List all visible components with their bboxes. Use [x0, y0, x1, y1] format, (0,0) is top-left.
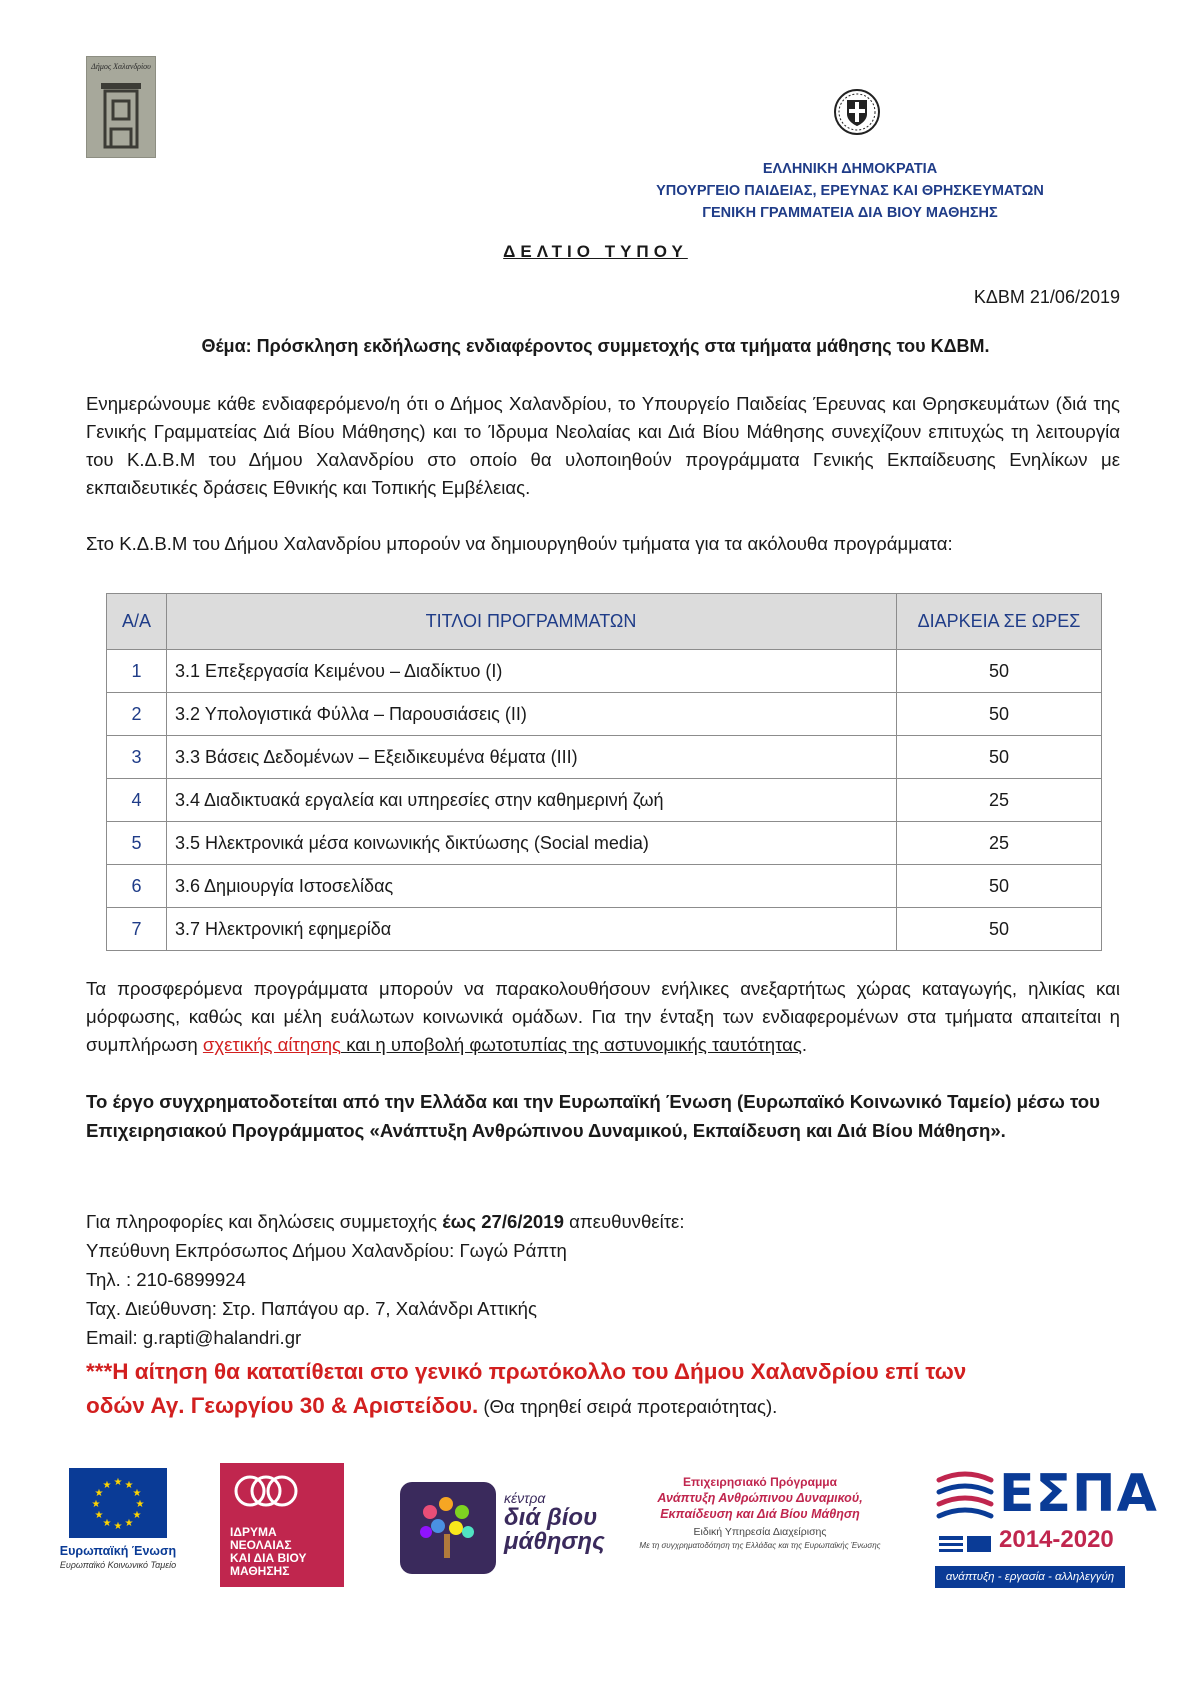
intro-paragraph: Ενημερώνουμε κάθε ενδιαφερόμενο/η ότι ο Δήμος Χαλανδρίου, το Υπουργείο Παιδείας Έρευνας και Θρησκευμάτων (διά της Γενικής Γραμματείας Διά Βίου Μάθησης) και το Ίδρυμα Νεολαίας και Διά Βίου Μάθησης συνεχίζουν επιτυχώς τη λειτουργία του Κ.Δ.Β.Μ του Δήμου Χαλανδρίου στο οποίο θα υλοποιηθούν προγράμματα Γενικής Εκπαίδευσης Ενηλίκων με εκπαιδευτικές δράσεις Εθνικής και Τοπικής Εμβέλειας.: [86, 393, 1120, 498]
inedivim-line: ΜΑΘΗΣΗΣ: [230, 1564, 290, 1578]
svg-text:★: ★: [132, 1510, 142, 1521]
svg-text:★: ★: [124, 1518, 134, 1529]
document-reference: ΚΔΒΜ 21/06/2019: [973, 287, 1120, 307]
table-header-row: [107, 594, 1102, 650]
table-row: [107, 693, 1102, 736]
row-title: 3.1 Επεξεργασία Κειμένου – Διαδίκτυο (I): [167, 650, 897, 693]
row-number: 1: [107, 650, 167, 693]
building-icon: [97, 79, 145, 151]
svg-text:★: ★: [102, 1518, 112, 1529]
eligibility-end: .: [801, 1034, 808, 1055]
kdvm-line-1: κέντρα: [504, 1490, 546, 1506]
kdvm-tree-icon: [400, 1482, 496, 1574]
contact-representative: Υπεύθυνη Εκπρόσωπος Δήμου Χαλανδρίου: Γωγώ Ράπτη: [86, 1240, 567, 1261]
ep-line-4: Ειδική Υπηρεσία Διαχείρισης: [693, 1526, 827, 1538]
svg-text:★: ★: [102, 1480, 112, 1491]
ep-line-3: Εκπαίδευση και Διά Βίου Μάθηση: [660, 1507, 860, 1521]
ministry-line: ΓΕΝΙΚΗ ΓΡΑΜΜΑΤΕΙΑ ΔΙΑ ΒΙΟΥ ΜΑΘΗΣΗΣ: [702, 205, 998, 221]
row-title: 3.3 Βάσεις Δεδομένων – Εξειδικευμένα θέματα (III): [167, 736, 897, 779]
funding-paragraph: Το έργο συγχρηματοδοτείται από την Ελλάδα και την Ευρωπαϊκή Ένωση (Ευρωπαϊκό Κοινωνικό Ταμείο) μέσω του Επιχειρησιακού Προγράμματος «Ανάπτυξη Ανθρώπινου Δυναμικού, Εκπαίδευση και Διά Βίου Μάθηση».: [86, 1091, 1100, 1141]
row-hours: 50: [897, 908, 1102, 951]
table-row: [107, 779, 1102, 822]
row-number: 5: [107, 822, 167, 865]
espa-years: 2014-2020: [999, 1526, 1114, 1553]
operational-programme-logo: [620, 1474, 900, 1552]
contact-info-prefix: Για πληροφορίες και δηλώσεις συμμετοχής: [86, 1211, 443, 1232]
row-title: 3.5 Ηλεκτρονικά μέσα κοινωνικής δικτύωσης (Social media): [167, 822, 897, 865]
notice-line-1: ***Η αίτηση θα κατατίθεται στο γενικό πρωτόκολλο του Δήμου Χαλανδρίου επί των: [86, 1359, 967, 1384]
row-title: 3.6 Δημιουργία Ιστοσελίδας: [167, 865, 897, 908]
svg-text:★: ★: [124, 1480, 134, 1491]
espa-word: ΕΣΠΑ: [999, 1464, 1158, 1524]
ep-line-5: Με τη συγχρηματοδότηση της Ελλάδας και της Ευρωπαϊκής Ένωσης: [639, 1541, 881, 1550]
eu-flag-icon: [69, 1468, 167, 1538]
notice-priority: (Θα τηρηθεί σειρά προτεραιότητας).: [478, 1396, 778, 1417]
espa-slogan: ανάπτυξη - εργασία - αλληλεγγύη: [935, 1566, 1125, 1588]
ministry-line: ΕΛΛΗΝΙΚΗ ΔΗΜΟΚΡΑΤΙΑ: [762, 161, 938, 177]
document-subject: Θέμα: Πρόσκληση εκδήλωσης ενδιαφέροντος συμμετοχής στα τμήματα μάθησης του ΚΔΒΜ.: [201, 336, 990, 356]
row-number: 2: [107, 693, 167, 736]
notice-address: οδών Αγ. Γεωργίου 30 & Αριστείδου.: [86, 1393, 479, 1418]
svg-text:★: ★: [113, 1477, 123, 1488]
inedivim-logo: [220, 1463, 344, 1587]
inedivim-text: [230, 1526, 307, 1578]
municipality-logo-text: Δήμος Χαλανδρίου: [91, 62, 151, 71]
kdvm-line-2: διά βίου: [504, 1504, 598, 1531]
table-row: [107, 736, 1102, 779]
eligibility-text: Τα προσφερόμενα προγράμματα μπορούν να παρακολουθήσουν ενήλικες ανεξαρτήτως χώρας καταγωγής, ηλικίας και μόρφωσης, καθώς και μέλη ευάλωτων κοινωνικά ομάδων. Για την ένταξη των ενδιαφερομένων στα τμήματα απαιτείται η συμπλήρωση: [86, 978, 1120, 1055]
svg-text:★: ★: [135, 1499, 145, 1510]
table-row: [107, 865, 1102, 908]
programs-table: [106, 593, 1102, 951]
contact-address: Ταχ. Διεύθυνση: Στρ. Παπάγου αρ. 7, Χαλάνδρι Αττικής: [86, 1298, 537, 1319]
header-hours: ΔΙΑΡΚΕΙΑ ΣΕ ΩΡΕΣ: [897, 594, 1102, 650]
heads-icon: [220, 1463, 344, 1523]
application-form-link[interactable]: σχετικής αίτησης: [202, 1034, 342, 1055]
contact-deadline: έως 27/6/2019: [442, 1211, 564, 1232]
intro-last-line: Στο Κ.Δ.Β.Μ του Δήμου Χαλανδρίου μπορούν να δημιουργηθούν τμήματα για τα ακόλουθα προγράμματα:: [86, 533, 953, 554]
contact-block: [86, 1207, 685, 1352]
eu-sub: Ευρωπαϊκό Κοινωνικό Ταμείο: [59, 1560, 177, 1570]
row-number: 6: [107, 865, 167, 908]
svg-text:★: ★: [91, 1499, 101, 1510]
municipality-logo: [86, 56, 156, 158]
kdvm-line-3: μάθησης: [504, 1528, 605, 1555]
greek-emblem-icon: [833, 88, 881, 136]
header-number: Α/Α: [107, 594, 167, 650]
contact-phone: Τηλ. : 210-6899924: [86, 1269, 246, 1290]
svg-text:★: ★: [132, 1488, 142, 1499]
eu-logo: [56, 1468, 180, 1570]
row-title: 3.7 Ηλεκτρονική εφημερίδα: [167, 908, 897, 951]
table-row: [107, 650, 1102, 693]
espa-logo: [935, 1464, 1158, 1588]
inedivim-line: ΝΕΟΛΑΙΑΣ: [230, 1538, 292, 1552]
ministry-line: ΥΠΟΥΡΓΕΙΟ ΠΑΙΔΕΙΑΣ, ΕΡΕΥΝΑΣ ΚΑΙ ΘΡΗΣΚΕΥΜΑΤΩΝ: [656, 183, 1044, 199]
row-hours: 50: [897, 736, 1102, 779]
table-row: [107, 822, 1102, 865]
table-row: [107, 908, 1102, 951]
row-hours: 50: [897, 865, 1102, 908]
row-hours: 25: [897, 779, 1102, 822]
contact-info-suffix: απευθυνθείτε:: [563, 1211, 685, 1232]
svg-text:★: ★: [113, 1521, 123, 1532]
row-number: 7: [107, 908, 167, 951]
ep-line-2: Ανάπτυξη Ανθρώπινου Δυναμικού,: [657, 1491, 863, 1505]
header-title: ΤΙΤΛΟΙ ΠΡΟΓΡΑΜΜΑΤΩΝ: [167, 594, 897, 650]
row-hours: 25: [897, 822, 1102, 865]
row-title: 3.4 Διαδικτυακά εργαλεία και υπηρεσίες στην καθημερινή ζωή: [167, 779, 897, 822]
eu-name: Ευρωπαϊκή Ένωση: [59, 1544, 177, 1558]
submission-notice: [86, 1355, 1136, 1424]
row-hours: 50: [897, 650, 1102, 693]
svg-text:★: ★: [94, 1488, 104, 1499]
ep-line-1: Επιχειρησιακό Πρόγραμμα: [682, 1475, 838, 1489]
notice-line-2: [86, 1389, 1136, 1424]
espa-stripes-icon: [935, 1466, 995, 1556]
row-number: 4: [107, 779, 167, 822]
row-number: 3: [107, 736, 167, 779]
inedivim-line: ΚΑΙ ΔΙΑ ΒΙΟΥ: [230, 1551, 307, 1565]
inedivim-line: ΙΔΡΥΜΑ: [230, 1525, 277, 1539]
ministry-header: [580, 158, 1120, 224]
contact-info-line: [86, 1207, 685, 1236]
row-title: 3.2 Υπολογιστικά Φύλλα – Παρουσιάσεις (II): [167, 693, 897, 736]
document-title: ΔΕΛΤΙΟ ΤΥΠΟΥ: [503, 242, 688, 261]
kdvm-text: [504, 1490, 605, 1554]
row-hours: 50: [897, 693, 1102, 736]
id-copy-text: και η υποβολή φωτοτυπίας της αστυνομικής ταυτότητας: [341, 1034, 802, 1055]
eligibility-paragraph: [86, 975, 1120, 1059]
svg-text:★: ★: [94, 1510, 104, 1521]
contact-email[interactable]: Email: g.rapti@halandri.gr: [86, 1327, 302, 1348]
